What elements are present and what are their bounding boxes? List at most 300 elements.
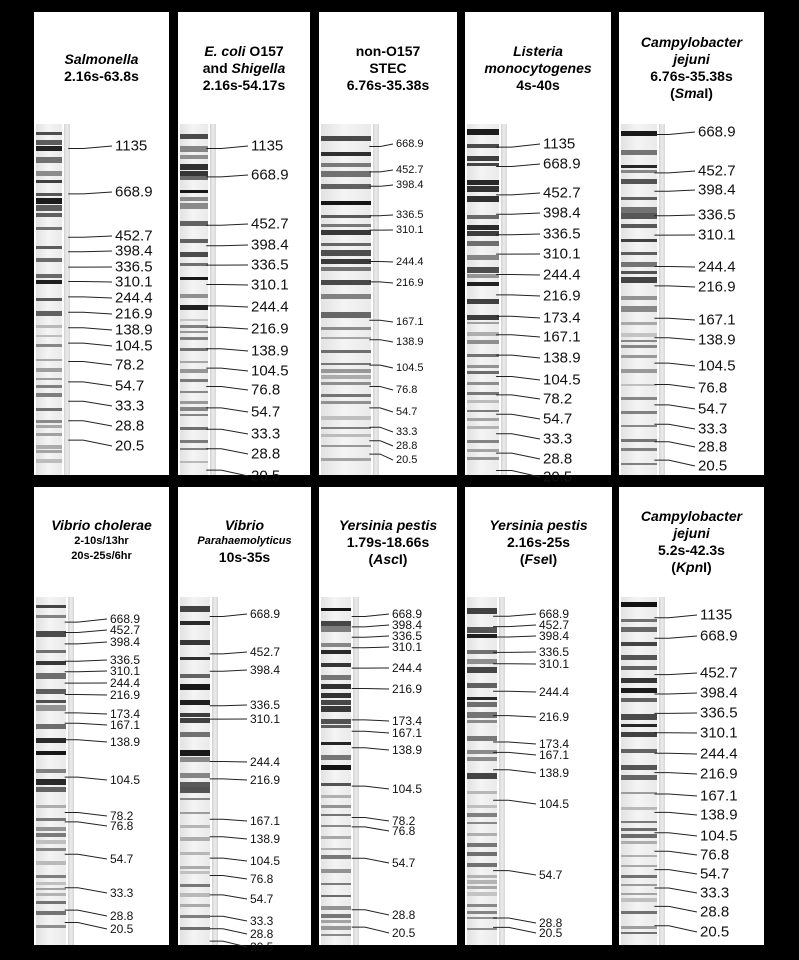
marker-label: 452.7 bbox=[115, 227, 153, 245]
marker-label: 668.9 bbox=[115, 183, 153, 201]
marker-label: 668.9 bbox=[392, 607, 423, 621]
marker-label: 1135 bbox=[251, 137, 284, 155]
leader-line bbox=[369, 427, 393, 432]
marker-label: 173.4 bbox=[110, 707, 141, 721]
header-line bbox=[34, 534, 169, 549]
leader-line bbox=[493, 614, 536, 616]
marker-label: 398.4 bbox=[110, 635, 141, 649]
leader-line bbox=[654, 215, 695, 216]
header-line bbox=[619, 559, 764, 576]
header-text: Campylobacter bbox=[640, 34, 743, 50]
marker-label: 76.8 bbox=[392, 824, 416, 838]
header-text: Yersinia pestis bbox=[489, 516, 588, 533]
panel-ecoli-o157-shigella bbox=[178, 12, 310, 485]
marker-label: 244.4 bbox=[700, 745, 738, 763]
leader-line bbox=[352, 614, 389, 617]
leader-line bbox=[352, 636, 389, 637]
header-line bbox=[319, 43, 457, 60]
header-line bbox=[619, 525, 764, 542]
marker-label: 138.9 bbox=[115, 321, 153, 339]
leader-line bbox=[654, 615, 697, 618]
header-line bbox=[619, 542, 764, 559]
header-text: Shigella bbox=[231, 59, 286, 76]
marker-label: 310.1 bbox=[392, 640, 423, 654]
marker-leaders bbox=[178, 124, 310, 475]
leader-line bbox=[68, 440, 112, 446]
marker-label: 138.9 bbox=[110, 735, 141, 749]
leader-line bbox=[206, 224, 248, 225]
marker-label: 398.4 bbox=[698, 181, 736, 199]
marker-label: 452.7 bbox=[700, 664, 738, 682]
leader-line bbox=[65, 888, 107, 893]
header-text: Yersinia pestis bbox=[338, 516, 438, 533]
header-text: I) bbox=[703, 559, 712, 575]
marker-label: 336.5 bbox=[539, 645, 570, 659]
leader-line bbox=[68, 312, 112, 314]
marker-label: 33.3 bbox=[251, 425, 281, 443]
header-line bbox=[465, 551, 612, 568]
panel-header bbox=[319, 12, 457, 124]
leader-line bbox=[369, 320, 393, 322]
leader-line bbox=[352, 625, 389, 627]
header-text: ( bbox=[368, 550, 374, 567]
header-text: 5.2s-42.3s bbox=[658, 542, 725, 558]
header-text: Parahaemolyticus bbox=[197, 534, 292, 547]
leader-line bbox=[206, 285, 248, 286]
marker-label: 310.1 bbox=[251, 276, 289, 294]
marker-label: 244.4 bbox=[543, 266, 581, 284]
header-text: STEC bbox=[369, 59, 407, 76]
leader-line bbox=[206, 349, 248, 351]
marker-label: 398.4 bbox=[251, 236, 289, 254]
gel-image bbox=[34, 124, 169, 475]
marker-label: 76.8 bbox=[700, 846, 730, 864]
header-line bbox=[319, 551, 457, 568]
leader-line bbox=[369, 408, 393, 412]
header-text: Fse bbox=[524, 550, 549, 567]
leader-line bbox=[65, 630, 107, 633]
marker-label: 452.7 bbox=[543, 184, 581, 202]
leader-line bbox=[68, 297, 112, 298]
marker-label: 54.7 bbox=[698, 400, 728, 418]
leader-line bbox=[369, 365, 393, 368]
leader-line bbox=[496, 213, 540, 214]
leader-line bbox=[65, 671, 107, 672]
leader-line bbox=[210, 858, 247, 861]
header-text: ( bbox=[519, 550, 525, 567]
leader-line bbox=[654, 926, 697, 932]
header-line bbox=[34, 549, 169, 564]
leader-line bbox=[68, 343, 112, 346]
marker-label: 78.2 bbox=[543, 390, 573, 408]
panel-vibrio-parahaemolyticus bbox=[178, 487, 311, 954]
header-text: 20s-25s/6hr bbox=[71, 549, 132, 562]
marker-label: 104.5 bbox=[539, 797, 570, 811]
header-line bbox=[619, 34, 764, 51]
leader-line bbox=[369, 282, 393, 283]
leader-line bbox=[496, 275, 540, 276]
marker-label: 20.5 bbox=[396, 454, 418, 466]
leader-line bbox=[654, 338, 695, 340]
leader-line bbox=[206, 470, 248, 476]
marker-label: 167.1 bbox=[539, 748, 570, 762]
leader-line bbox=[654, 773, 697, 774]
marker-label: 138.9 bbox=[700, 806, 738, 824]
leader-line bbox=[496, 355, 540, 358]
leader-line bbox=[369, 387, 393, 391]
header-text: 2.16s-54.17s bbox=[202, 76, 286, 93]
marker-label: 33.3 bbox=[396, 426, 418, 438]
marker-label: 28.8 bbox=[543, 450, 573, 468]
leader-line bbox=[654, 870, 697, 874]
marker-label: 20.5 bbox=[700, 923, 730, 941]
header-text: 4s-40s bbox=[516, 76, 560, 93]
marker-label: 138.9 bbox=[543, 349, 581, 367]
marker-label: 104.5 bbox=[110, 773, 141, 787]
header-text: 2-10s/13hr bbox=[74, 534, 129, 547]
header-text: and bbox=[202, 59, 232, 76]
marker-label: 20.5 bbox=[392, 926, 416, 940]
marker-label: 104.5 bbox=[698, 357, 736, 375]
leader-line bbox=[496, 144, 540, 147]
leader-line bbox=[210, 916, 247, 921]
leader-line bbox=[352, 731, 389, 733]
marker-label: 33.3 bbox=[698, 420, 728, 438]
marker-label: 310.1 bbox=[110, 664, 141, 678]
marker-label: 310.1 bbox=[250, 712, 281, 726]
leader-line bbox=[369, 185, 393, 186]
marker-label: 173.4 bbox=[539, 737, 570, 751]
header-text: jejuni bbox=[673, 525, 710, 541]
marker-label: 28.8 bbox=[539, 916, 563, 930]
header-line bbox=[319, 517, 457, 534]
marker-leaders bbox=[319, 597, 457, 945]
gel-image bbox=[178, 597, 311, 954]
header-text: Kpn bbox=[675, 559, 704, 575]
marker-label: 216.9 bbox=[698, 278, 736, 296]
leader-line bbox=[369, 441, 393, 446]
marker-label: 452.7 bbox=[698, 162, 736, 180]
marker-label: 20.5 bbox=[115, 437, 145, 455]
marker-label: 336.5 bbox=[698, 206, 736, 224]
gel-image bbox=[619, 597, 764, 945]
marker-label: 398.4 bbox=[250, 663, 281, 677]
header-line bbox=[178, 60, 310, 77]
marker-label: 76.8 bbox=[698, 379, 728, 397]
marker-label: 78.2 bbox=[115, 356, 145, 374]
leader-line bbox=[65, 923, 107, 930]
marker-label: 244.4 bbox=[392, 661, 423, 675]
marker-label: 216.9 bbox=[543, 287, 581, 305]
leader-line bbox=[68, 421, 112, 426]
header-text: Campylobacter bbox=[640, 508, 743, 524]
gel-image bbox=[178, 124, 310, 485]
header-text: I) bbox=[548, 550, 558, 567]
marker-label: 104.5 bbox=[543, 371, 581, 389]
marker-label: 20.5 bbox=[539, 926, 563, 940]
leader-line bbox=[206, 387, 248, 391]
header-line bbox=[619, 85, 764, 102]
leader-line bbox=[496, 471, 540, 478]
leader-line bbox=[206, 306, 248, 307]
marker-label: 244.4 bbox=[396, 256, 424, 268]
marker-label: 20.5 bbox=[110, 922, 134, 936]
marker-label: 33.3 bbox=[543, 430, 573, 448]
marker-label: 336.5 bbox=[396, 209, 424, 221]
header-line bbox=[465, 60, 611, 77]
marker-label: 20.5 bbox=[251, 467, 281, 485]
header-text: O157 bbox=[245, 42, 284, 59]
header-line bbox=[178, 77, 310, 94]
leader-line bbox=[352, 689, 389, 690]
marker-label: 76.8 bbox=[251, 381, 281, 399]
marker-label: 104.5 bbox=[396, 362, 424, 374]
header-text: ( bbox=[671, 559, 676, 575]
leader-line bbox=[206, 368, 248, 371]
marker-label: 33.3 bbox=[250, 914, 274, 928]
leader-line bbox=[493, 871, 536, 875]
leader-line bbox=[65, 695, 107, 696]
leader-line bbox=[206, 245, 248, 246]
leader-line bbox=[65, 777, 107, 780]
marker-label: 1135 bbox=[543, 135, 576, 153]
marker-label: 20.5 bbox=[698, 457, 728, 475]
leader-line bbox=[493, 800, 536, 804]
leader-line bbox=[352, 910, 389, 915]
leader-line bbox=[68, 382, 112, 386]
leader-line bbox=[206, 175, 248, 177]
marker-label: 398.4 bbox=[396, 179, 424, 191]
header-text: Salmonella bbox=[64, 51, 139, 67]
header-text: E. coli bbox=[204, 42, 246, 59]
leader-line bbox=[369, 215, 393, 216]
marker-label: 28.8 bbox=[396, 440, 418, 452]
header-line bbox=[619, 508, 764, 525]
header-text: Asc bbox=[373, 550, 399, 567]
leader-line bbox=[68, 146, 112, 149]
header-text: I) bbox=[704, 85, 713, 101]
header-line bbox=[465, 534, 612, 551]
header-line bbox=[619, 68, 764, 85]
header-line bbox=[465, 77, 611, 94]
header-line bbox=[34, 517, 169, 534]
leader-line bbox=[68, 192, 112, 194]
header-text: Vibrio cholerae bbox=[51, 516, 152, 533]
leader-line bbox=[493, 927, 536, 933]
leader-line bbox=[68, 282, 112, 283]
leader-line bbox=[496, 377, 540, 381]
marker-label: 104.5 bbox=[115, 337, 153, 355]
marker-label: 244.4 bbox=[115, 289, 153, 307]
panel-yersinia-asci bbox=[319, 487, 457, 945]
leader-line bbox=[210, 705, 247, 706]
leader-line bbox=[68, 251, 112, 252]
marker-label: 216.9 bbox=[251, 320, 289, 338]
marker-label: 452.7 bbox=[539, 618, 570, 632]
marker-label: 28.8 bbox=[250, 927, 274, 941]
marker-label: 668.9 bbox=[251, 166, 289, 184]
leader-line bbox=[369, 170, 393, 172]
marker-leaders bbox=[319, 124, 457, 475]
marker-label: 310.1 bbox=[700, 724, 738, 742]
leader-line bbox=[68, 362, 112, 366]
header-line bbox=[34, 68, 169, 85]
header-text: non-O157 bbox=[355, 42, 421, 59]
leader-line bbox=[654, 286, 695, 287]
marker-label: 28.8 bbox=[698, 438, 728, 456]
marker-label: 54.7 bbox=[539, 868, 563, 882]
leader-line bbox=[206, 449, 248, 454]
marker-label: 54.7 bbox=[115, 377, 145, 395]
panel-header bbox=[34, 487, 169, 597]
header-line bbox=[465, 517, 612, 534]
marker-label: 104.5 bbox=[700, 827, 738, 845]
marker-label: 336.5 bbox=[250, 698, 281, 712]
header-line bbox=[178, 549, 311, 566]
leader-line bbox=[369, 144, 393, 147]
leader-line bbox=[206, 146, 248, 149]
leader-line bbox=[210, 876, 247, 880]
leader-line bbox=[496, 316, 540, 318]
marker-label: 54.7 bbox=[251, 403, 281, 421]
marker-label: 398.4 bbox=[392, 618, 423, 632]
leader-line bbox=[496, 414, 540, 419]
leader-line bbox=[493, 752, 536, 755]
panel-header bbox=[465, 12, 611, 124]
marker-label: 167.1 bbox=[250, 814, 281, 828]
leader-line bbox=[654, 673, 697, 675]
panel-header bbox=[319, 487, 457, 597]
leader-line bbox=[496, 295, 540, 296]
marker-label: 216.9 bbox=[700, 765, 738, 783]
marker-label: 28.8 bbox=[700, 903, 730, 921]
marker-label: 216.9 bbox=[250, 773, 281, 787]
marker-label: 33.3 bbox=[115, 397, 145, 415]
leader-line bbox=[654, 851, 697, 855]
marker-label: 173.4 bbox=[543, 309, 581, 327]
panel-non-o157-stec bbox=[319, 12, 457, 475]
header-text: 6.76s-35.38s bbox=[346, 76, 430, 93]
marker-label: 54.7 bbox=[110, 852, 134, 866]
leader-line bbox=[493, 691, 536, 692]
leader-line bbox=[65, 713, 107, 714]
leader-line bbox=[493, 716, 536, 717]
leader-line bbox=[210, 837, 247, 839]
leader-line bbox=[654, 794, 697, 796]
leader-line bbox=[210, 779, 247, 780]
marker-label: 398.4 bbox=[543, 204, 581, 222]
marker-label: 28.8 bbox=[392, 908, 416, 922]
marker-label: 398.4 bbox=[539, 629, 570, 643]
marker-label: 20.5 bbox=[250, 940, 274, 954]
leader-line bbox=[352, 927, 389, 933]
marker-label: 54.7 bbox=[700, 865, 730, 883]
leader-line bbox=[210, 941, 247, 947]
marker-label: 336.5 bbox=[392, 629, 423, 643]
gel-image bbox=[619, 124, 764, 475]
leader-line bbox=[496, 335, 540, 337]
header-text: Vibrio bbox=[224, 516, 265, 533]
marker-label: 668.9 bbox=[698, 123, 736, 141]
gel-image bbox=[319, 124, 457, 475]
marker-label: 54.7 bbox=[543, 410, 573, 428]
marker-label: 33.3 bbox=[110, 886, 134, 900]
leader-line bbox=[654, 693, 697, 694]
marker-label: 452.7 bbox=[396, 164, 424, 176]
marker-label: 138.9 bbox=[392, 743, 423, 757]
leader-line bbox=[210, 614, 247, 617]
marker-label: 167.1 bbox=[392, 726, 423, 740]
header-line bbox=[319, 60, 457, 77]
marker-label: 1135 bbox=[115, 137, 148, 155]
marker-label: 78.2 bbox=[110, 809, 134, 823]
leader-line bbox=[654, 906, 697, 912]
header-text: I) bbox=[398, 550, 408, 567]
marker-label: 244.4 bbox=[250, 755, 281, 769]
header-text: 2.16s-25s bbox=[506, 533, 571, 550]
header-text: 6.76s-35.38s bbox=[650, 68, 733, 84]
panel-header bbox=[34, 12, 169, 124]
marker-label: 28.8 bbox=[115, 417, 145, 435]
marker-label: 138.9 bbox=[251, 342, 289, 360]
leader-line bbox=[65, 854, 107, 859]
leader-line bbox=[210, 652, 247, 654]
marker-label: 668.9 bbox=[700, 627, 738, 645]
panel-yersinia-fsei bbox=[465, 487, 612, 945]
header-line bbox=[619, 51, 764, 68]
leader-line bbox=[496, 453, 540, 459]
leader-line bbox=[654, 190, 695, 191]
header-text: Listeria bbox=[513, 42, 563, 59]
leader-line bbox=[654, 460, 695, 466]
panel-header bbox=[178, 487, 311, 597]
leader-line bbox=[65, 642, 107, 644]
marker-label: 104.5 bbox=[392, 782, 423, 796]
leader-line bbox=[654, 833, 697, 836]
marker-label: 668.9 bbox=[110, 612, 141, 626]
marker-label: 173.4 bbox=[392, 714, 423, 728]
leader-line bbox=[210, 670, 247, 671]
panel-vibrio-cholerae bbox=[34, 487, 169, 945]
leader-line bbox=[493, 742, 536, 744]
leader-line bbox=[493, 625, 536, 627]
marker-label: 28.8 bbox=[251, 445, 281, 463]
panel-header bbox=[619, 12, 764, 124]
gel-image bbox=[465, 124, 611, 486]
marker-label: 138.9 bbox=[539, 766, 570, 780]
header-line bbox=[178, 534, 311, 549]
header-text: 2.16s-63.8s bbox=[64, 68, 139, 84]
marker-label: 336.5 bbox=[543, 225, 581, 243]
marker-label: 398.4 bbox=[700, 684, 738, 702]
header-text: 1.79s-18.66s bbox=[346, 533, 430, 550]
marker-label: 452.7 bbox=[250, 645, 281, 659]
leader-line bbox=[206, 327, 248, 329]
leader-line bbox=[206, 408, 248, 412]
marker-label: 310.1 bbox=[396, 224, 424, 236]
marker-label: 167.1 bbox=[698, 311, 736, 329]
marker-label: 668.9 bbox=[543, 155, 581, 173]
marker-label: 310.1 bbox=[539, 657, 570, 671]
marker-label: 54.7 bbox=[250, 892, 274, 906]
marker-leaders bbox=[178, 597, 311, 945]
leader-line bbox=[352, 647, 389, 648]
header-line bbox=[34, 51, 169, 68]
marker-label: 167.1 bbox=[543, 328, 581, 346]
leader-line bbox=[65, 723, 107, 725]
leader-line bbox=[369, 454, 393, 460]
marker-label: 167.1 bbox=[700, 787, 738, 805]
